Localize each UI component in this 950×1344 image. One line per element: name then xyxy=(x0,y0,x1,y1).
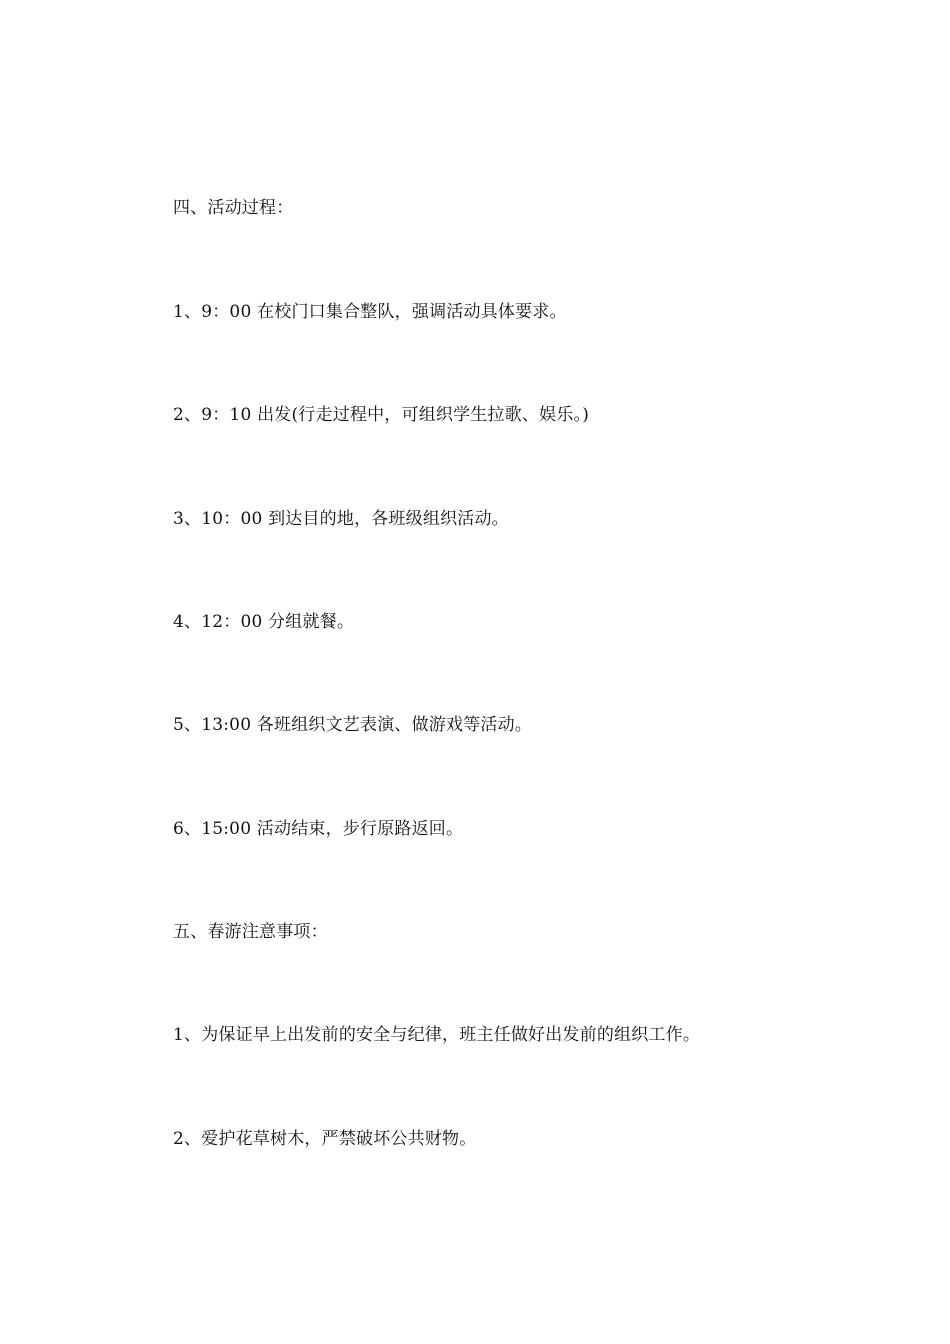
section-heading-precautions: 五、春游注意事项： xyxy=(173,922,328,942)
schedule-item-3: 3、10：00 到达目的地，各班级组织活动。 xyxy=(173,509,509,529)
precaution-item-2: 2、爱护花草树木，严禁破坏公共财物。 xyxy=(173,1129,477,1149)
precaution-item-1: 1、为保证早上出发前的安全与纪律，班主任做好出发前的组织工作。 xyxy=(173,1025,701,1045)
section-heading-activity-process: 四、活动过程： xyxy=(173,198,294,218)
schedule-item-1: 1、9：00 在校门口集合整队，强调活动具体要求。 xyxy=(173,302,567,322)
schedule-item-4: 4、12：00 分组就餐。 xyxy=(173,612,355,632)
schedule-item-6: 6、15:00 活动结束，步行原路返回。 xyxy=(173,819,464,839)
schedule-item-2: 2、9：10 出发(行走过程中，可组织学生拉歌、娱乐。) xyxy=(173,405,590,425)
schedule-item-5: 5、13:00 各班组织文艺表演、做游戏等活动。 xyxy=(173,715,533,735)
